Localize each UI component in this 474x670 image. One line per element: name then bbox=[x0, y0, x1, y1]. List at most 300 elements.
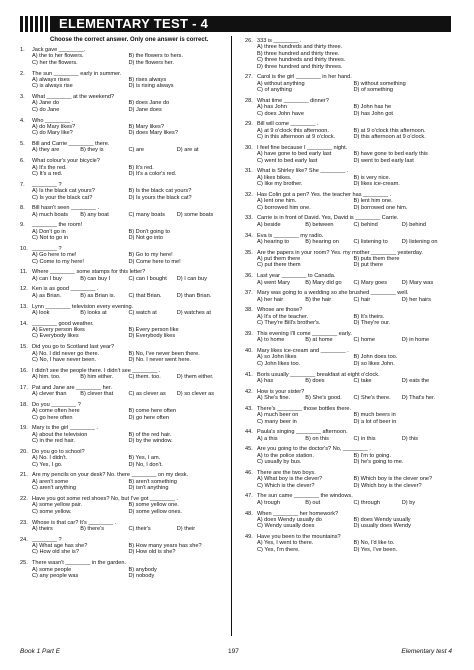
answer-option[interactable]: C) that Brian. bbox=[128, 292, 162, 299]
answer-option[interactable]: A) so John likes bbox=[257, 354, 297, 361]
answer-option[interactable]: D) nobody bbox=[128, 572, 155, 579]
answer-option[interactable]: C) She's there. bbox=[353, 395, 391, 402]
answer-option[interactable]: A) lent one him. bbox=[257, 198, 297, 205]
answer-option[interactable]: C) do Jane bbox=[32, 106, 60, 113]
answer-option[interactable]: B) anybody bbox=[128, 566, 157, 573]
answer-option[interactable]: D) Yes, I've been. bbox=[353, 546, 398, 553]
answer-option[interactable]: A) some people bbox=[32, 566, 72, 573]
answer-option[interactable]: D) went to bed early last bbox=[353, 157, 414, 164]
answer-option[interactable]: B) It's red. bbox=[128, 164, 154, 171]
question-text: ________ good weather. bbox=[32, 320, 94, 327]
footer-book: Book 1 Part E bbox=[20, 648, 61, 655]
question bbox=[20, 472, 225, 491]
answer-option[interactable]: A) much beer on bbox=[257, 412, 299, 419]
answer-option[interactable]: A) can I buy bbox=[32, 275, 62, 282]
answer-option[interactable]: B) out bbox=[305, 499, 321, 506]
question-text: There are the two boys. bbox=[257, 469, 316, 476]
answer-option[interactable]: D) Not go into bbox=[128, 235, 164, 242]
answer-option[interactable]: D) than Brian. bbox=[176, 292, 212, 299]
answer-option[interactable]: A) at 9 o'clock this afternoon. bbox=[257, 127, 329, 134]
answer-option[interactable]: B) lent him one. bbox=[353, 198, 393, 205]
answer-option[interactable]: B) between bbox=[305, 221, 334, 228]
answer-option[interactable]: C) Mary goes bbox=[353, 279, 388, 286]
question-number: 17. bbox=[20, 384, 28, 391]
answer-options bbox=[20, 374, 225, 380]
answer-option[interactable]: A) Jane do bbox=[32, 100, 60, 107]
answer-option[interactable]: B) the hair bbox=[305, 296, 332, 303]
answer-option[interactable]: B) can buy I bbox=[80, 275, 111, 282]
question-number: 48. bbox=[245, 510, 253, 517]
question-number: 31. bbox=[245, 168, 253, 175]
answer-options bbox=[20, 53, 225, 66]
answer-options bbox=[245, 436, 450, 442]
answer-option[interactable]: D) No. I never went here. bbox=[128, 357, 191, 363]
answer-option[interactable]: D) three hundred and thirty threes. bbox=[257, 63, 343, 70]
answer-option[interactable]: D) No, I don't. bbox=[128, 461, 163, 468]
answer-option[interactable]: C) hair bbox=[353, 296, 371, 303]
answer-option[interactable]: C) Not to go in bbox=[32, 235, 69, 242]
answer-option[interactable]: D) put there bbox=[353, 262, 384, 269]
answer-option[interactable]: B) No, I'd like to. bbox=[353, 540, 395, 547]
answer-option[interactable]: D) watches at bbox=[176, 309, 211, 316]
answer-option[interactable]: A) aren't some bbox=[32, 478, 69, 485]
answer-option[interactable]: C) three hundreds and thirty threes. bbox=[257, 57, 346, 64]
answer-option[interactable]: C) in the red hair. bbox=[32, 438, 75, 445]
answer-option[interactable]: A) Every person likes bbox=[32, 327, 85, 334]
question-text: What is Shirley like? She ________ . bbox=[257, 168, 349, 175]
answer-option[interactable]: D) Is yours the black cat? bbox=[128, 194, 192, 201]
question-number: 27. bbox=[245, 74, 253, 81]
answer-option[interactable]: A) has John bbox=[257, 104, 287, 111]
answer-option[interactable]: A) Yes, I went to there. bbox=[257, 540, 314, 547]
question-number: 18. bbox=[20, 401, 28, 408]
question-text: Have you got some red shoes? No, but I've got ________ . bbox=[32, 495, 178, 502]
answer-option[interactable]: B) there's bbox=[80, 525, 105, 532]
question-text: Carrie is in front of David. Yes, David is ________ Carrie. bbox=[257, 215, 399, 222]
question bbox=[245, 250, 450, 269]
answer-option[interactable]: B) puts them there bbox=[353, 256, 400, 263]
answer-option[interactable]: D) is rising always bbox=[128, 83, 174, 90]
answer-option[interactable]: B) aren't something bbox=[128, 478, 177, 485]
answer-option[interactable]: D) are at bbox=[176, 147, 199, 154]
answer-option[interactable]: A) without anything bbox=[257, 80, 305, 87]
answer-option[interactable]: A) hearing to bbox=[257, 238, 290, 245]
answer-option[interactable]: A) come often here bbox=[32, 408, 80, 415]
answer-options bbox=[20, 77, 225, 90]
answer-option[interactable]: B) John has he bbox=[353, 104, 392, 111]
answer-option[interactable]: B) does Jane do bbox=[128, 100, 170, 107]
question-number: 26. bbox=[245, 38, 253, 44]
answer-options bbox=[245, 128, 450, 141]
question-text: The sun ________ early in summer. bbox=[32, 70, 122, 77]
answer-option[interactable]: A) him. too. bbox=[32, 374, 61, 381]
answer-options bbox=[245, 476, 450, 489]
answer-option[interactable]: A) trough bbox=[257, 499, 281, 506]
answer-option[interactable]: B) they is bbox=[80, 147, 104, 154]
answer-option[interactable]: D) by the window. bbox=[128, 438, 173, 445]
answer-option[interactable]: C) put there them bbox=[257, 262, 301, 269]
question bbox=[245, 331, 450, 344]
question-number: 35. bbox=[245, 249, 253, 256]
answer-option[interactable]: D) Everybody likes bbox=[128, 333, 176, 340]
question-text: Mary is the girl ________ . bbox=[32, 425, 98, 432]
answer-option[interactable]: B) Go to my here! bbox=[128, 252, 173, 259]
question bbox=[245, 389, 450, 402]
question bbox=[20, 368, 225, 381]
answer-options bbox=[20, 479, 225, 492]
answer-option[interactable]: C) aren't anything bbox=[32, 485, 76, 492]
question-text: The sun came ________ the windows. bbox=[257, 493, 353, 500]
answer-option[interactable]: C) borrowed him one. bbox=[257, 204, 311, 211]
answer-options bbox=[20, 526, 225, 532]
answer-option[interactable]: B) at 9 o'clock this afternoon. bbox=[353, 127, 426, 134]
answer-option[interactable]: A) much boats bbox=[32, 211, 69, 218]
question-text: What colour's your bicycle? bbox=[32, 158, 100, 165]
answer-option[interactable]: D) a lot of beer in bbox=[353, 418, 397, 425]
answer-option[interactable]: A) Is the black cat yours? bbox=[32, 188, 95, 195]
answer-options bbox=[20, 502, 225, 515]
answer-option[interactable]: C) through bbox=[353, 499, 380, 506]
answer-option[interactable]: C) Yes, I go. bbox=[32, 461, 63, 468]
answer-option[interactable]: C) Which is the clever? bbox=[257, 482, 315, 489]
answer-options bbox=[245, 222, 450, 228]
answer-option[interactable]: A) as Brian. bbox=[32, 292, 62, 299]
answer-option[interactable]: D) this bbox=[401, 435, 418, 442]
answer-option[interactable]: D) their bbox=[176, 525, 196, 532]
answer-option[interactable]: A) It's the red. bbox=[32, 164, 67, 171]
question-number: 32. bbox=[245, 191, 253, 198]
question bbox=[245, 74, 450, 93]
question-text: I didn't see the people there. I didn't see ________ . bbox=[32, 367, 161, 374]
answer-option[interactable]: D) They're our. bbox=[353, 320, 391, 327]
question bbox=[245, 145, 450, 164]
answer-option[interactable]: D) eats the bbox=[401, 377, 430, 384]
answer-option[interactable]: D) go here often bbox=[128, 414, 169, 421]
answer-option[interactable]: B) some yellow one. bbox=[128, 502, 179, 509]
answer-option[interactable]: B) on this bbox=[305, 435, 329, 442]
question-text: Are the papers in your room? Yes. my mother ________ yesterday. bbox=[257, 249, 423, 256]
question-text: There wasn't ________ in the garden. bbox=[32, 560, 127, 567]
question bbox=[245, 348, 450, 367]
answer-option[interactable]: D) isn't anything bbox=[128, 485, 169, 492]
answer-option[interactable]: C) No, I have never been. bbox=[32, 357, 97, 363]
answer-option[interactable]: C) many boats bbox=[128, 211, 165, 218]
question-number: 49. bbox=[245, 534, 253, 541]
answer-option[interactable]: B) three hundred and thirty three. bbox=[257, 50, 340, 57]
answer-option[interactable]: B) Mary likes? bbox=[128, 123, 164, 130]
answer-option[interactable]: B) at home bbox=[305, 337, 333, 344]
answer-option[interactable]: D) usually does Wendy bbox=[353, 523, 411, 530]
answer-option[interactable]: B) Yes, I am. bbox=[128, 455, 161, 462]
question-text: There's ________ those bottles there. bbox=[257, 405, 352, 412]
answer-option[interactable]: D) likes ice-cream. bbox=[353, 181, 400, 188]
answer-option[interactable]: C) them. too. bbox=[128, 374, 161, 381]
answer-option[interactable]: C) do Mary like? bbox=[32, 130, 73, 137]
answer-option[interactable]: C) It's a red. bbox=[32, 170, 63, 177]
answer-option[interactable]: B) rises always bbox=[128, 76, 167, 83]
question-number: 46. bbox=[245, 469, 253, 476]
question-number: 9. bbox=[20, 222, 25, 229]
question bbox=[20, 71, 225, 90]
answer-option[interactable]: C) take bbox=[353, 377, 372, 384]
answer-option[interactable]: D) behind bbox=[401, 221, 427, 228]
answer-option[interactable]: B) him either. bbox=[80, 374, 114, 381]
answer-option[interactable]: B) much beers in bbox=[353, 412, 396, 419]
answer-options bbox=[20, 212, 225, 218]
question-text: Mary was going to a wedding so she brushed ________ well. bbox=[257, 290, 409, 297]
answer-option[interactable]: A) have gone to bed early last bbox=[257, 151, 332, 158]
answer-option[interactable]: A) beside bbox=[257, 221, 281, 228]
question-number: 41. bbox=[245, 371, 253, 378]
answer-option[interactable]: C) are bbox=[128, 147, 145, 154]
answer-option[interactable]: B) Mary did go bbox=[305, 279, 342, 286]
answer-options bbox=[245, 540, 450, 553]
answer-option[interactable]: A) Don't go in bbox=[32, 228, 66, 235]
question bbox=[245, 446, 450, 465]
answer-option[interactable]: A) What age has she? bbox=[32, 543, 88, 550]
answer-option[interactable]: A) a this bbox=[257, 435, 278, 442]
question bbox=[20, 94, 225, 113]
question-text: Are you going to the doctor's? No, ________ . bbox=[257, 446, 371, 453]
answer-option[interactable]: C) John likes too. bbox=[257, 360, 301, 367]
answer-option[interactable]: A) her hair bbox=[257, 296, 284, 303]
answer-option[interactable]: A) She's fine. bbox=[257, 395, 291, 402]
answer-option[interactable]: A) went Mary bbox=[257, 279, 290, 286]
answer-option[interactable]: D) has John got bbox=[353, 110, 393, 117]
question bbox=[245, 307, 450, 326]
answer-option[interactable]: C) many beer in bbox=[257, 418, 297, 425]
answer-option[interactable]: A) always rises bbox=[32, 76, 70, 83]
question-number: 25. bbox=[20, 560, 28, 567]
answer-option[interactable]: D) some yellow ones. bbox=[128, 508, 182, 515]
answer-option[interactable]: D) That's her. bbox=[401, 395, 436, 402]
question-number: 30. bbox=[245, 144, 253, 151]
answer-option[interactable]: A) It's of the teacher. bbox=[257, 313, 309, 320]
answer-option[interactable]: D) in home bbox=[401, 337, 430, 344]
answer-option[interactable]: D) does Mary likes? bbox=[128, 130, 178, 137]
question-text: ________ ? bbox=[32, 181, 62, 188]
answer-option[interactable]: A) to the police station. bbox=[257, 452, 314, 459]
answer-option[interactable]: D) Which boy is the clever? bbox=[353, 482, 422, 489]
answer-option[interactable]: C) Yes, I'm there. bbox=[257, 546, 300, 553]
answer-option[interactable]: D) so likes John. bbox=[353, 360, 395, 367]
answer-option[interactable]: B) Which boy is the clever one? bbox=[353, 476, 433, 483]
question-number: 1. bbox=[20, 47, 25, 53]
question-text: Paula's singing ________ afternoon. bbox=[257, 429, 348, 436]
answer-option[interactable]: A) likes bikes. bbox=[257, 174, 292, 181]
answer-option[interactable]: D) How old is she? bbox=[128, 549, 176, 556]
answer-option[interactable]: D) by bbox=[401, 499, 416, 506]
question-text: Do you go to school? bbox=[32, 448, 85, 455]
answer-option[interactable]: D) I can buy bbox=[176, 275, 207, 282]
answer-option[interactable]: A) do Mary likes? bbox=[32, 123, 76, 130]
answer-option[interactable]: C) can I bought bbox=[128, 275, 167, 282]
answer-option[interactable]: B) the flowers to hers. bbox=[128, 53, 183, 60]
question-number: 39. bbox=[245, 330, 253, 337]
answer-option[interactable]: C) They're Bill's brother's. bbox=[257, 320, 321, 327]
question-text: Eva is ________ my radio. bbox=[257, 232, 324, 239]
question-text: Last year ________ to Canada. bbox=[257, 273, 336, 280]
answer-option[interactable]: B) I'm to going. bbox=[353, 452, 391, 459]
answer-option[interactable]: A) What boy is the clever? bbox=[257, 476, 323, 483]
answer-option[interactable]: C) Everybody likes bbox=[32, 333, 79, 340]
answer-option[interactable]: A) clever than bbox=[32, 391, 67, 398]
answer-option[interactable]: C) any people was bbox=[32, 572, 79, 579]
answer-option[interactable]: A) look bbox=[32, 309, 50, 316]
answer-options bbox=[245, 517, 450, 530]
answer-option[interactable]: A) the to her flowers. bbox=[32, 53, 84, 60]
answer-options bbox=[20, 276, 225, 282]
answer-option[interactable]: C) of anything bbox=[257, 87, 292, 94]
answer-option[interactable]: C) in this bbox=[353, 435, 376, 442]
answer-option[interactable]: D) It's a color's red. bbox=[128, 170, 177, 177]
answer-option[interactable]: B) clever that bbox=[80, 391, 114, 398]
question bbox=[245, 493, 450, 506]
answer-option[interactable]: D) Come here to me! bbox=[128, 258, 181, 265]
answer-option[interactable]: A) three hundreds and thirty three. bbox=[257, 44, 343, 51]
answer-option[interactable]: C) listening to bbox=[353, 238, 388, 245]
answer-option[interactable]: B) is very nice. bbox=[353, 174, 391, 181]
answer-option[interactable]: B) as Brian is. bbox=[80, 292, 116, 299]
answer-option[interactable]: A) to home bbox=[257, 337, 285, 344]
test-header bbox=[20, 16, 451, 32]
question-text: Jack gave ________. bbox=[32, 47, 86, 53]
question-text: Whose are those? bbox=[257, 307, 303, 314]
question-text: Did you go to Scotland last year? bbox=[32, 344, 115, 351]
answer-option[interactable]: B) hearing on bbox=[305, 238, 339, 245]
answer-option[interactable]: C) is always rise bbox=[32, 83, 73, 90]
answer-option[interactable]: D) the flowers her. bbox=[128, 59, 174, 66]
answer-option[interactable]: D) Jane does bbox=[128, 106, 162, 113]
answer-option[interactable]: C) Is your the black cat? bbox=[32, 194, 93, 201]
answer-option[interactable]: D) this afternoon at 9 o'clock. bbox=[353, 134, 426, 141]
question-number: 34. bbox=[245, 232, 253, 239]
column-divider bbox=[231, 36, 232, 636]
question bbox=[245, 290, 450, 303]
answer-option[interactable]: B) does Wendy usually bbox=[353, 516, 411, 523]
answer-options bbox=[245, 395, 450, 401]
answer-option[interactable]: C) go here often bbox=[32, 414, 73, 421]
question bbox=[245, 192, 450, 211]
question-number: 11. bbox=[20, 269, 28, 276]
question bbox=[245, 534, 450, 553]
answer-options bbox=[245, 151, 450, 164]
answer-option[interactable]: B) How many years has she? bbox=[128, 543, 202, 550]
answer-option[interactable]: B) Every person like bbox=[128, 327, 179, 334]
answer-option[interactable]: B) It's theirs. bbox=[353, 313, 385, 320]
page-title: ELEMENTARY TEST - 4 bbox=[53, 16, 451, 32]
question-text: Ken is as good ________ . bbox=[32, 286, 99, 293]
answer-options bbox=[245, 314, 450, 327]
answer-option[interactable]: B) have gone to bed early this bbox=[353, 151, 428, 158]
answer-option[interactable]: D) he's going to me. bbox=[353, 459, 404, 466]
answer-option[interactable]: D) them either. bbox=[176, 374, 214, 381]
header-stripes bbox=[20, 16, 53, 32]
answer-option[interactable]: C) How old she is? bbox=[32, 549, 79, 556]
answer-option[interactable]: B) She's good. bbox=[305, 395, 342, 402]
answer-option[interactable]: A) theirs bbox=[32, 525, 53, 532]
question-number: 7. bbox=[20, 181, 25, 188]
question bbox=[245, 121, 450, 140]
left-question-column bbox=[20, 47, 225, 584]
answer-option[interactable]: C) her the flowers. bbox=[32, 59, 78, 66]
question-number: 4. bbox=[20, 117, 25, 124]
answer-option[interactable]: D) of something bbox=[353, 87, 393, 94]
answer-option[interactable]: B) come here often bbox=[128, 408, 177, 415]
answer-option[interactable]: B) Is the black cat yours? bbox=[128, 188, 192, 195]
answer-option[interactable]: C) watch at bbox=[128, 309, 157, 316]
question bbox=[20, 246, 225, 265]
question-number: 15. bbox=[20, 344, 28, 351]
answer-option[interactable]: A) Go here to me! bbox=[32, 252, 77, 259]
answer-option[interactable]: A) put them there bbox=[257, 256, 301, 263]
answer-option[interactable]: A) has bbox=[257, 377, 274, 384]
question-number: 36. bbox=[245, 273, 253, 280]
answer-option[interactable]: C) home bbox=[353, 337, 375, 344]
answer-option[interactable]: A) some yellow pair. bbox=[32, 502, 83, 509]
answer-option[interactable]: B) does bbox=[305, 377, 325, 384]
answer-options bbox=[245, 500, 450, 506]
answer-option[interactable]: D) Mary was bbox=[401, 279, 434, 286]
answer-option[interactable]: A) No. I didn't. bbox=[32, 455, 68, 462]
answer-options bbox=[20, 124, 225, 137]
footer-page-number: 197 bbox=[228, 648, 239, 655]
question-number: 47. bbox=[245, 493, 253, 500]
question-number: 3. bbox=[20, 94, 25, 101]
question-number: 22. bbox=[20, 495, 28, 502]
question-text: Boris usually ________ breakfast at eight o'clock. bbox=[257, 371, 380, 378]
answer-option[interactable]: C) like my brother. bbox=[257, 181, 303, 188]
answer-option[interactable]: C) in this afternoon at 9 o'clock. bbox=[257, 134, 336, 141]
answer-option[interactable]: B) Don't going to bbox=[128, 228, 170, 235]
answer-option[interactable]: B) without something bbox=[353, 80, 406, 87]
answer-option[interactable]: C) some yellow. bbox=[32, 508, 72, 515]
answer-option[interactable]: C) behind bbox=[353, 221, 378, 228]
answer-options bbox=[20, 293, 225, 299]
question bbox=[20, 158, 225, 177]
answer-option[interactable]: D) some boats bbox=[176, 211, 214, 218]
answer-option[interactable]: C) Come to my here! bbox=[32, 258, 84, 265]
answer-option[interactable]: A) No. I did never go there. bbox=[32, 350, 100, 357]
answer-option[interactable]: B) any boat bbox=[80, 211, 109, 218]
answer-option[interactable]: A) does Wendy usually do bbox=[257, 516, 322, 523]
answer-option[interactable]: C) Wendy usually does bbox=[257, 523, 315, 530]
answer-option[interactable]: A) they are bbox=[32, 147, 60, 154]
question bbox=[20, 118, 225, 137]
answer-option[interactable]: D) so clever as bbox=[176, 391, 215, 398]
question bbox=[20, 425, 225, 444]
answer-option[interactable]: C) their's bbox=[128, 525, 151, 532]
answer-option[interactable]: C) as clever as bbox=[128, 391, 166, 398]
answer-option[interactable]: D) borrowed one him. bbox=[353, 204, 408, 211]
answer-option[interactable]: B) looks at bbox=[80, 309, 107, 316]
answer-option[interactable]: C) usually by bus. bbox=[257, 459, 302, 466]
answer-option[interactable]: C) went to bed early last bbox=[257, 157, 318, 164]
question bbox=[20, 385, 225, 398]
answer-option[interactable]: B) of the red hair. bbox=[128, 431, 172, 438]
question-text: 333 is ________ . bbox=[257, 38, 302, 44]
answer-options bbox=[245, 453, 450, 466]
answer-option[interactable]: D) her hairs bbox=[401, 296, 431, 303]
question-text: ________ ? bbox=[32, 536, 62, 543]
answer-option[interactable]: C) does John have bbox=[257, 110, 304, 117]
question-text: Has Colin got a pen? Yes. the teacher has ________ . bbox=[257, 191, 392, 198]
answer-option[interactable]: B) John does too. bbox=[353, 354, 398, 361]
answer-option[interactable]: D) listening on bbox=[401, 238, 438, 245]
answer-option[interactable]: B) No, I've never been there. bbox=[128, 350, 200, 357]
answer-options bbox=[20, 229, 225, 242]
answer-option[interactable]: A) about the television bbox=[32, 431, 88, 438]
